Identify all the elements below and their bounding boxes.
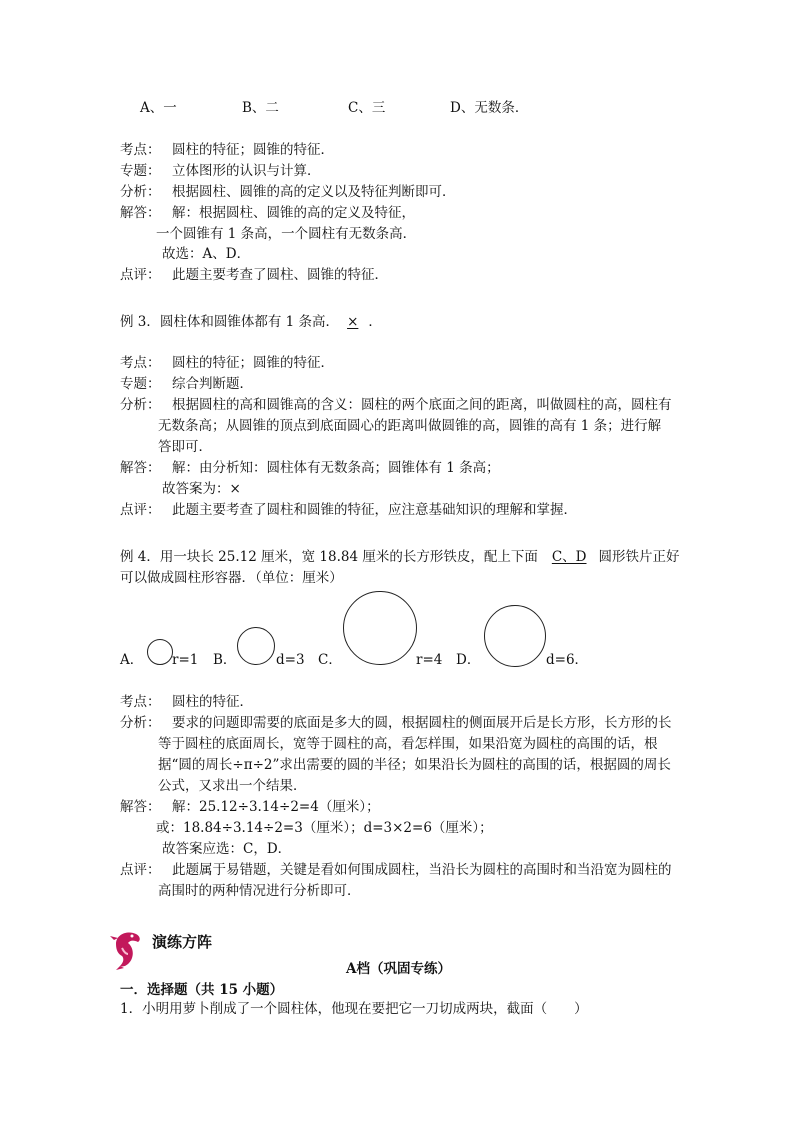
ex4-fenxi-3: 据“圆的周长÷π÷2”求出需要的圆的半径；如果沿长为圆柱的高围的话，根据圆的周长 bbox=[158, 757, 671, 773]
ex4-question: 例 4．用一块长 25.12 厘米，宽 18.84 厘米的长方形铁皮，配上下面 C、D 圆形铁片正好 bbox=[120, 549, 680, 565]
option-c: C、三 bbox=[348, 100, 386, 116]
circle-c-shape bbox=[343, 591, 417, 665]
ex2-dianping: 点评： 此题主要考查了圆柱、圆锥的特征． bbox=[120, 267, 388, 283]
ex4-fenxi: 分析： 要求的问题即需要的底面是多大的圆，根据圆柱的侧面展开后是长方形，长方形的长 bbox=[120, 715, 672, 731]
ex3-fenxi-2: 无数条高；从圆锥的顶点到底面圆心的距离叫做圆锥的高，圆锥的高有 1 条；进行解 bbox=[158, 418, 662, 434]
ex4-option-b-label: d=3 bbox=[276, 652, 305, 668]
ex3-fenxi-3: 答即可． bbox=[158, 439, 212, 455]
ex3-fenxi: 分析： 根据圆柱的高和圆锥高的含义：圆柱的两个底面之间的距离，叫做圆柱的高，圆柱有 bbox=[120, 397, 672, 413]
ex4-jieda: 解答： 解：25.12÷3.14÷2=4（厘米）； bbox=[120, 799, 380, 815]
ex2-kaodian: 考点： 圆柱的特征；圆锥的特征． bbox=[120, 142, 334, 158]
practice-level: A档（巩固专练） bbox=[346, 961, 451, 977]
ex4-kaodian: 考点： 圆柱的特征． bbox=[120, 694, 253, 710]
ex3-question: 例 3．圆柱体和圆锥体都有 1 条高． × ． bbox=[120, 314, 382, 330]
ex3-dianping: 点评： 此题主要考查了圆柱和圆锥的特征，应注意基础知识的理解和掌握． bbox=[120, 502, 577, 518]
ex4-option-c-letter: C． bbox=[318, 652, 342, 668]
practice-question-1: 1．小明用萝卜削成了一个圆柱体，他现在要把它一刀切成两块，截面（ ） bbox=[120, 1001, 588, 1017]
section-heading: 一．选择题（共 15 小题） bbox=[120, 982, 284, 998]
ex2-fenxi: 分析： 根据圆柱、圆锥的高的定义以及特征判断即可． bbox=[120, 184, 456, 200]
ex2-jieda-2: 一个圆锥有 1 条高，一个圆柱有无数条高． bbox=[156, 226, 417, 242]
circle-d-shape bbox=[484, 605, 546, 667]
option-b: B、二 bbox=[242, 100, 279, 116]
ex4-option-b-letter: B． bbox=[213, 652, 237, 668]
ex4-fenxi-4: 公式，又求出一个结果． bbox=[158, 778, 307, 794]
ex3-kaodian: 考点： 圆柱的特征；圆锥的特征． bbox=[120, 355, 334, 371]
ex4-dianping-2: 高围时的两种情况进行分析即可． bbox=[158, 883, 361, 899]
option-a: A、一 bbox=[140, 100, 177, 116]
ex3-zhuanti: 专题： 综合判断题． bbox=[120, 376, 253, 392]
ex4-option-c-label: r=4 bbox=[416, 652, 443, 668]
ex4-answer: C、D bbox=[551, 549, 587, 565]
ex4-option-a-label: r=1 bbox=[172, 652, 199, 668]
ex4-fenxi-2: 等于圆柱的底面周长，宽等于圆柱的高，看怎样围，如果沿宽为圆柱的高围的话，根 bbox=[158, 736, 658, 752]
ex4-option-d-letter: D． bbox=[456, 652, 481, 668]
ex4-dianping: 点评： 此题属于易错题，关键是看如何围成圆柱，当沿长为圆柱的高围时和当沿宽为圆柱的 bbox=[120, 862, 672, 878]
circle-a-shape bbox=[147, 639, 173, 665]
ex4-jieda-2: 或：18.84÷3.14÷2=3（厘米）；d=3×2=6（厘米）； bbox=[156, 820, 493, 836]
practice-title: 演练方阵 bbox=[152, 933, 213, 951]
ex4-jieda-3: 故答案应选：C，D． bbox=[162, 841, 292, 857]
option-d: D、无数条． bbox=[450, 100, 529, 116]
ex2-jieda-3: 故选：A、D． bbox=[162, 246, 251, 262]
ex4-option-d-label: d=6． bbox=[546, 652, 589, 668]
circle-b-shape bbox=[237, 627, 275, 665]
ex3-jieda-2: 故答案为：× bbox=[162, 481, 241, 497]
ex4-question-2: 可以做成圆柱形容器．（单位：厘米） bbox=[120, 570, 343, 586]
ex4-option-a-letter: A． bbox=[120, 652, 144, 668]
dolphin-icon bbox=[108, 926, 144, 970]
ex2-jieda: 解答： 解：根据圆柱、圆锥的高的定义及特征， bbox=[120, 205, 415, 221]
ex3-jieda: 解答： 解：由分析知：圆柱体有无数条高；圆锥体有 1 条高； bbox=[120, 460, 500, 476]
ex3-answer: × bbox=[347, 314, 359, 330]
ex2-zhuanti: 专题： 立体图形的认识与计算． bbox=[120, 163, 321, 179]
